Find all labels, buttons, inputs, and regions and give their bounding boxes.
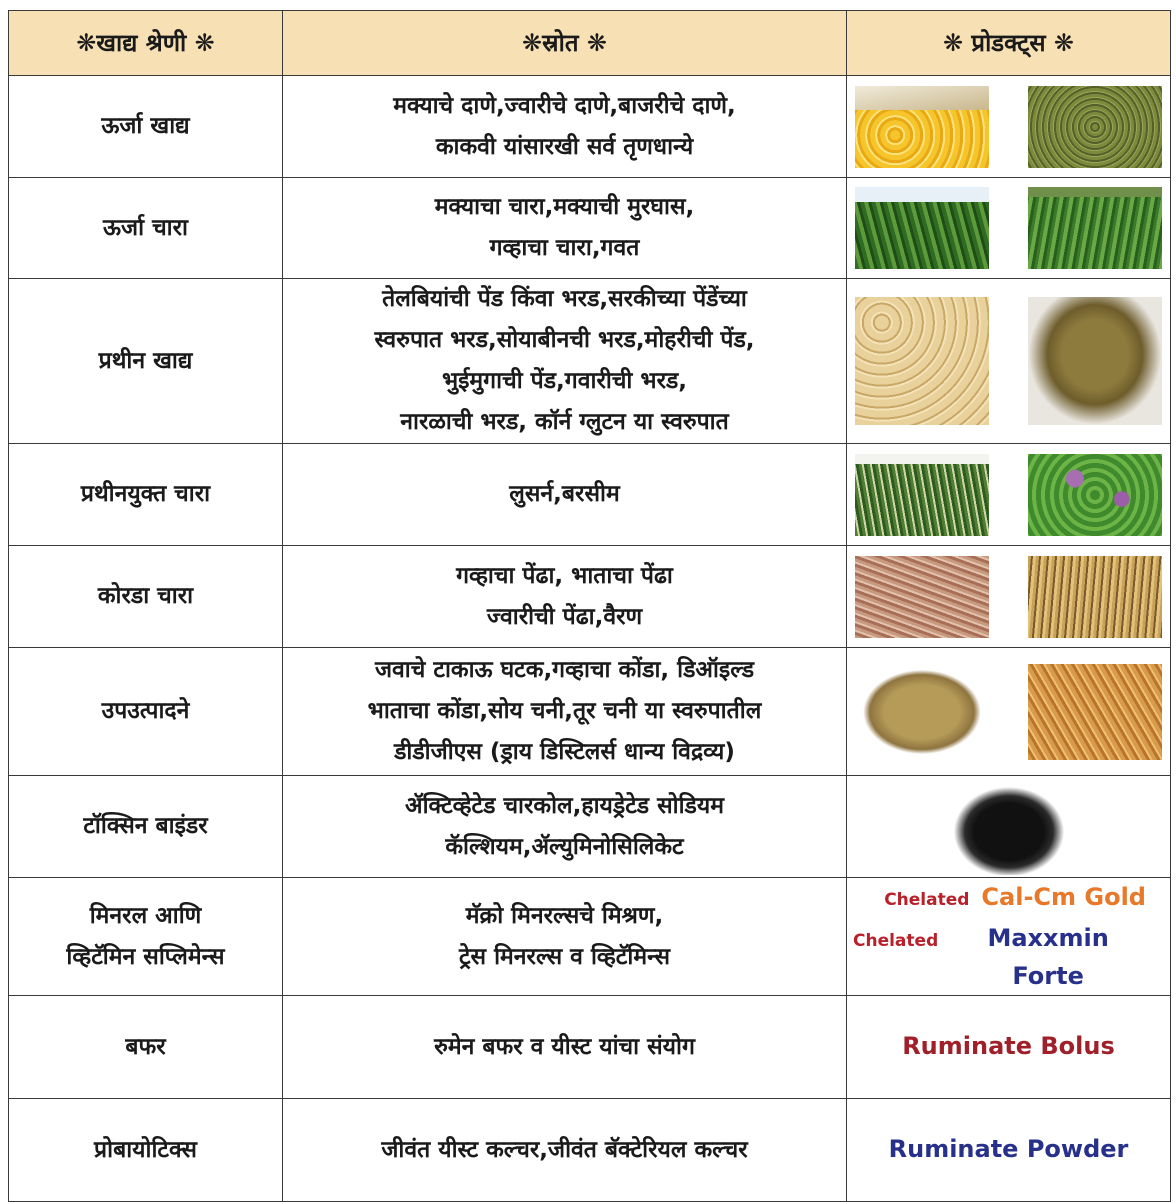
category-cell: प्रथीनयुक्त चारा (9, 444, 283, 546)
table-row (9, 444, 1171, 546)
brand-name: Maxxmin Forte (987, 924, 1109, 990)
brand-maxxmin-forte (853, 919, 1164, 995)
source-cell: मक्याचा चारा,मक्याची मुरघास, गव्हाचा चारा,गवत (283, 178, 847, 279)
category-cell: उपउत्पादने (9, 648, 283, 776)
lucerne-photo (855, 454, 989, 536)
source-cell: जवाचे टाकाऊ घटक,गव्हाचा कोंडा, डिऑइल्ड भाताचा कोंडा,सोय चनी,तूर चनी या स्वरुपातील डीडीजीएस (ड्राय डिस्टिलर्स धान्य विद्रव्य) (283, 648, 847, 776)
wheat-grain-photo (1028, 664, 1162, 760)
source-cell: मॅक्रो मिनरल्सचे मिश्रण, ट्रेस मिनरल्स व व्हिटॅमिन्स (283, 878, 847, 996)
table-row (9, 1099, 1171, 1202)
products-cell (847, 76, 1171, 178)
products-cell (847, 648, 1171, 776)
header-row (9, 11, 1171, 76)
table-row (9, 878, 1171, 996)
source-cell: लुसर्न,बरसीम (283, 444, 847, 546)
products-cell (847, 776, 1171, 878)
source-cell: तेलबियांची पेंड किंवा भरड,सरकीच्या पेंडेंच्या स्वरुपात भरड,सोयाबीनची भरड,मोहरीची पेंड, भुईमुगाची पेंड,गवारीची भरड, नारळाची भरड, कॉर्न ग्लुटन या स्वरुपात (283, 279, 847, 444)
category-cell: बफर (9, 996, 283, 1099)
source-cell: गव्हाचा पेंढा, भाताचा पेंढा ज्वारीची पेंढा,वैरण (283, 546, 847, 648)
wheat-straw-photo (855, 556, 989, 638)
brand-prefix: Chelated (853, 931, 939, 951)
soybean-photo (855, 297, 989, 425)
grass-field-photo (1028, 187, 1162, 269)
table-row (9, 546, 1171, 648)
category-cell: कोरडा चारा (9, 546, 283, 648)
source-cell: जीवंत यीस्ट कल्चर,जीवंत बॅक्टेरियल कल्चर (283, 1099, 847, 1202)
category-cell: प्रोबायोटिक्स (9, 1099, 283, 1202)
products-cell (847, 178, 1171, 279)
table-row (9, 996, 1171, 1099)
brand-ruminate-bolus: Ruminate Bolus (902, 1032, 1115, 1060)
brand-ruminate-powder: Ruminate Powder (888, 1135, 1129, 1163)
table-row (9, 76, 1171, 178)
products-cell (847, 878, 1171, 996)
brand-cal-cm-gold (853, 878, 1164, 919)
feed-category-table (8, 10, 1171, 1202)
products-cell (847, 996, 1171, 1099)
corn-kernels-photo (855, 86, 989, 168)
products-cell (847, 444, 1171, 546)
table-row (9, 776, 1171, 878)
products-cell (847, 279, 1171, 444)
brand-prefix: Chelated (884, 890, 970, 910)
millet-grains-photo (1028, 86, 1162, 168)
source-cell: मक्याचे दाणे,ज्वारीचे दाणे,बाजरीचे दाणे, काकवी यांसारखी सर्व तृणधान्ये (283, 76, 847, 178)
products-cell (847, 1099, 1171, 1202)
source-cell: ॲक्टिव्हेटेड चारकोल,हायड्रेटेड सोडियम कॅल्शियम,ॲल्युमिनोसिलिकेट (283, 776, 847, 878)
header-category: ❋खाद्य श्रेणी ❋ (9, 11, 283, 76)
header-source: ❋स्रोत ❋ (283, 11, 847, 76)
bran-heap-photo (855, 664, 989, 760)
category-cell: ऊर्जा चारा (9, 178, 283, 279)
table-row (9, 648, 1171, 776)
category-cell: टॉक्सिन बाइंडर (9, 776, 283, 878)
oilcake-photo (1028, 297, 1162, 425)
berseem-photo (1028, 454, 1162, 536)
category-cell: प्रथीन खाद्य (9, 279, 283, 444)
table-row (9, 279, 1171, 444)
paddy-straw-photo (1028, 556, 1162, 638)
maize-field-photo (855, 187, 989, 269)
charcoal-powder-photo (944, 779, 1074, 875)
category-cell: ऊर्जा खाद्य (9, 76, 283, 178)
table-row (9, 178, 1171, 279)
header-products: ❋ प्रोडक्ट्स ❋ (847, 11, 1171, 76)
products-cell (847, 546, 1171, 648)
brand-name: Cal-Cm Gold (981, 883, 1146, 911)
category-cell: मिनरल आणि व्हिटॅमिन सप्लिमेन्स (9, 878, 283, 996)
source-cell: रुमेन बफर व यीस्ट यांचा संयोग (283, 996, 847, 1099)
